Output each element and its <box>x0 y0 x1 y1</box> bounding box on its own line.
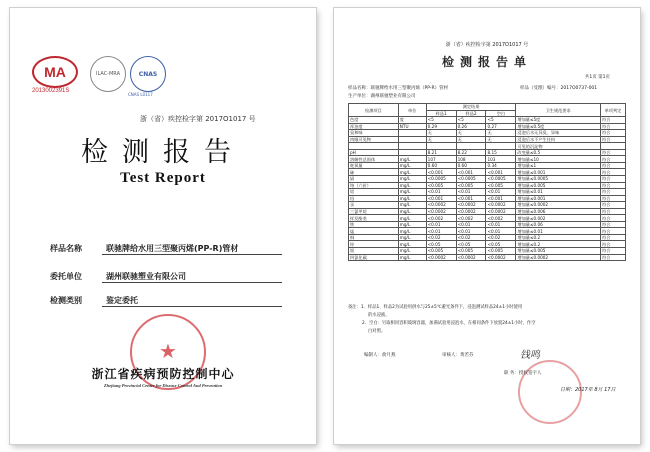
cell-sample1: <0.001 <box>426 169 456 176</box>
report-title: 检测报告单 <box>441 55 532 69</box>
header-sample1: 样品1 <box>426 110 456 117</box>
remarks <box>348 304 628 336</box>
client-label: 委托单位 <box>50 272 82 281</box>
ilac-mra-logo: ILAC-MRA <box>90 56 126 92</box>
cell-requirement: 增加量≤0.001 <box>516 195 601 202</box>
cell-sample1: <0.0002 <box>426 202 456 209</box>
cell-sample2: <0.01 <box>456 221 486 228</box>
cell-sample1: <0.005 <box>426 248 456 255</box>
cell-sample2: <0.01 <box>456 228 486 235</box>
remark-line: 备注：1．样品1、样品2为试验用供水与25±5℃避光条件下，浸泡测试样品24±1小时使用 <box>348 305 523 310</box>
cell-item: 汞 <box>349 202 399 209</box>
cell-sample1: <0.05 <box>426 241 456 248</box>
cell-requirement: 浸泡后水不产生任何 <box>516 136 601 143</box>
cell-item: 铜 <box>349 234 399 241</box>
cell-sample2: 8.22 <box>456 149 486 156</box>
cell-judgment: 符合 <box>601 169 626 176</box>
cell-sample1: <0.005 <box>426 182 456 189</box>
producer-value: 湖州联驰塑业有限公司 <box>370 94 416 99</box>
cell-sample2: <0.001 <box>456 169 486 176</box>
cover-title-en: Test Report <box>120 170 206 186</box>
cell-sample1: <0.0002 <box>426 208 456 215</box>
cell-judgment: 符合 <box>601 176 626 183</box>
header-requirement: 卫生规范要求 <box>516 104 601 117</box>
producer-label: 生产单位： <box>348 94 371 99</box>
remark-line: 的水浸液。 <box>368 313 390 318</box>
cell-judgment: 符合 <box>601 248 626 255</box>
cell-blank: <0.005 <box>486 182 516 189</box>
cover-title-cn: 检测报告 <box>81 137 245 168</box>
cell-blank: <0.0002 <box>486 254 516 261</box>
sample-name-value: 联驰牌给水用三型聚丙烯（PP-R）管材 <box>370 86 449 91</box>
cell-item: 挥发酚类 <box>349 215 399 222</box>
field-underline <box>102 282 282 283</box>
prepared-by: 编制人：俞月燕 <box>364 353 396 358</box>
cell-item: 臭和味 <box>349 130 399 137</box>
cell-judgment: 符合 <box>601 136 626 143</box>
sample-name-row <box>348 85 448 91</box>
cell-blank: <5 <box>486 117 516 124</box>
organization-name-en: Zhejiang Provincial Center for Disease Control And Prevention <box>103 383 223 388</box>
cell-sample1: <0.02 <box>426 234 456 241</box>
cell-sample1: <0.001 <box>426 195 456 202</box>
cell-blank: <0.02 <box>486 234 516 241</box>
cell-requirement: 增加量≤0.5度 <box>516 123 601 130</box>
cell-judgment: 符合 <box>601 241 626 248</box>
sample-name-label: 样品名称 <box>50 244 82 253</box>
header-sample2: 样品2 <box>456 110 486 117</box>
header-unit: 单位 <box>398 104 426 117</box>
cover-report-number: 浙（省）疾控检字第 2017O1017 号 <box>140 115 256 123</box>
cell-sample2: <0.005 <box>456 182 486 189</box>
cell-requirement: 增加量≤0.005 <box>516 248 601 255</box>
cell-blank: <0.01 <box>486 228 516 235</box>
cell-blank: <0.05 <box>486 241 516 248</box>
cell-unit: NTU <box>398 123 426 130</box>
cell-requirement: 可见的沉淀物 <box>516 143 601 150</box>
cell-judgment: 符合 <box>601 189 626 196</box>
cell-judgment: 符合 <box>601 221 626 228</box>
cell-unit: 度 <box>398 117 426 124</box>
cell-judgment: 符合 <box>601 182 626 189</box>
cell-judgment: 符合 <box>601 162 626 169</box>
cell-item: 锌 <box>349 241 399 248</box>
cell-sample2: <0.0002 <box>456 254 486 261</box>
cell-sample1: <0.002 <box>426 215 456 222</box>
cell-unit: mg/L <box>398 202 426 209</box>
cell-sample2: <0.05 <box>456 241 486 248</box>
cell-unit: mg/L <box>398 156 426 163</box>
cell-sample2: <0.01 <box>456 189 486 196</box>
cell-requirement: 增加量≤10 <box>516 156 601 163</box>
sample-number-value: 2017O0737-001 <box>560 86 598 91</box>
test-category-label: 检测类别 <box>50 296 82 305</box>
cell-sample2: 无 <box>456 130 486 137</box>
cell-judgment: 符合 <box>601 156 626 163</box>
cell-unit: mg/L <box>398 176 426 183</box>
cell-blank: <0.0002 <box>486 202 516 209</box>
client-value: 湖州联驰塑业有限公司 <box>106 272 186 281</box>
cell-blank: 103 <box>486 156 516 163</box>
cell-sample2: 0.60 <box>456 162 486 169</box>
cell-sample1: <0.0002 <box>426 254 456 261</box>
cell-blank: <0.01 <box>486 189 516 196</box>
cell-requirement: 增加量≤5度 <box>516 117 601 124</box>
cell-requirement: 增加量≤0.01 <box>516 189 601 196</box>
ma-number: 2013002391S <box>32 88 70 94</box>
cell-item: 肉眼可见物 <box>349 136 399 143</box>
cell-judgment: 符合 <box>601 228 626 235</box>
cell-sample2: <0.005 <box>456 248 486 255</box>
cell-sample1: <0.01 <box>426 189 456 196</box>
report-number: 浙（省）疾控检字第 2017O1017 号 <box>445 42 529 48</box>
sample-number-label: 样品（受理）编号： <box>520 86 561 91</box>
cell-blank: <0.001 <box>486 169 516 176</box>
cell-unit: mg/L <box>398 221 426 228</box>
cell-unit: mg/L <box>398 169 426 176</box>
cnas-caption: CNAS L0117 <box>128 92 153 97</box>
page-info: 共1页 第1页 <box>584 75 610 80</box>
cell-requirement: 增加量≤0.2 <box>516 241 601 248</box>
cell-requirement: 增加量≤0.0002 <box>516 202 601 209</box>
cell-sample1: <0.0005 <box>426 176 456 183</box>
cell-sample2: 0.26 <box>456 123 486 130</box>
cell-blank: <0.002 <box>486 215 516 222</box>
cell-item: 铬（六价） <box>349 182 399 189</box>
cell-judgment: 符合 <box>601 215 626 222</box>
cell-requirement: 增加量≤0.006 <box>516 208 601 215</box>
cell-judgment: 符合 <box>601 149 626 156</box>
cell-sample1: <0.01 <box>426 228 456 235</box>
cell-item: 锰 <box>349 228 399 235</box>
remark-line: 白对照。 <box>368 329 386 334</box>
cell-requirement: 增加量≤0.0002 <box>516 254 601 261</box>
cell-item: 三氯甲烷 <box>349 208 399 215</box>
cell-item: 砷 <box>349 169 399 176</box>
cell-item: 溶解性总固体 <box>349 156 399 163</box>
cell-blank: 0.34 <box>486 162 516 169</box>
cell-requirement: 增加量≤0.06 <box>516 221 601 228</box>
cell-sample2: <0.002 <box>456 215 486 222</box>
header-results-group: 测定结果 <box>426 104 516 111</box>
cell-unit: mg/L <box>398 162 426 169</box>
cell-unit: mg/L <box>398 182 426 189</box>
cell-sample2: <0.0002 <box>456 208 486 215</box>
header-blank: 空白 <box>486 110 516 117</box>
sample-name-label: 样品名称： <box>348 86 371 91</box>
cell-requirement: 改变量≤0.5 <box>516 149 601 156</box>
report-result-page <box>334 8 640 444</box>
cell-unit: mg/L <box>398 189 426 196</box>
cell-judgment: 符合 <box>601 195 626 202</box>
cell-requirement: 增加量≤0.001 <box>516 169 601 176</box>
test-category-value: 鉴定委托 <box>106 296 138 305</box>
cell-blank: 无 <box>486 130 516 137</box>
cell-blank: <0.01 <box>486 221 516 228</box>
cell-judgment: 符合 <box>601 123 626 130</box>
cell-sample2: <0.001 <box>456 195 486 202</box>
remark-line: 2．空白：另取相同容积玻璃容器，加满试验用浸泡水，在相同条件下放置24±1小时，作空 <box>362 321 536 326</box>
cell-item: 耗氧量 <box>349 162 399 169</box>
cell-judgment: 符合 <box>601 208 626 215</box>
cell-item: 四氯化碳 <box>349 254 399 261</box>
cell-item: 浑浊度 <box>349 123 399 130</box>
cell-item: pH <box>349 149 399 156</box>
cell-judgment: 符合 <box>601 202 626 209</box>
report-cover-page <box>10 8 316 444</box>
cell-judgment: 符合 <box>601 234 626 241</box>
cell-blank: 8.15 <box>486 149 516 156</box>
header-item: 检测项目 <box>349 104 399 117</box>
cell-requirement: 增加量≤0.005 <box>516 182 601 189</box>
cell-item: 铅 <box>349 195 399 202</box>
cell-sample1: <0.01 <box>426 221 456 228</box>
cell-requirement: 增加量≤0.2 <box>516 234 601 241</box>
cell-requirement: 增加量≤1 <box>516 162 601 169</box>
approver-signature: 钱鸣 <box>520 350 540 361</box>
cell-requirement: 增加量≤0.002 <box>516 215 601 222</box>
cell-sample2: <0.02 <box>456 234 486 241</box>
cell-sample1: 0.60 <box>426 162 456 169</box>
cell-sample1: 8.21 <box>426 149 456 156</box>
cell-item: 银 <box>349 248 399 255</box>
results-table-body <box>349 117 626 261</box>
seal-star-icon: ★ <box>159 339 177 363</box>
cell-sample1: 无 <box>426 136 456 143</box>
cell-sample1: <5 <box>426 117 456 124</box>
approver-role: 职 务：授权签字人 <box>504 371 542 376</box>
cell-unit: mg/L <box>398 234 426 241</box>
cell-unit: mg/L <box>398 228 426 235</box>
cell-blank: 无 <box>486 136 516 143</box>
cell-sample1: 0.29 <box>426 123 456 130</box>
table-row <box>349 254 626 261</box>
cell-unit: mg/L <box>398 208 426 215</box>
cell-sample2: 108 <box>456 156 486 163</box>
sample-name-value: 联驰牌给水用三型聚丙烯(PP-R)管材 <box>106 244 239 253</box>
cell-sample2: 无 <box>456 136 486 143</box>
cell-item: 铁 <box>349 221 399 228</box>
cell-item: 色度 <box>349 117 399 124</box>
cell-sample2: <5 <box>456 117 486 124</box>
cell-sample1: 无 <box>426 130 456 137</box>
cell-blank: 0.27 <box>486 123 516 130</box>
cell-requirement: 增加量≤0.01 <box>516 228 601 235</box>
cell-unit: mg/L <box>398 215 426 222</box>
cell-sample2: <0.0005 <box>456 176 486 183</box>
header-judgment: 单项判定 <box>601 104 626 117</box>
cell-requirement: 浸泡后水无异臭、异味 <box>516 130 601 137</box>
field-underline <box>102 254 282 255</box>
cell-judgment: 符合 <box>601 130 626 137</box>
cell-unit: mg/L <box>398 248 426 255</box>
ma-logo: MA <box>32 56 78 88</box>
cell-blank: <0.005 <box>486 248 516 255</box>
cell-item: 镉 <box>349 176 399 183</box>
cnas-logo: CNAS <box>130 56 166 92</box>
sample-number-row <box>520 85 597 91</box>
report-date: 日期：2017年 8月 17日 <box>560 387 616 393</box>
reviewed-by: 审核人：黄若芬 <box>442 353 474 358</box>
cell-unit: mg/L <box>398 241 426 248</box>
cell-blank: <0.001 <box>486 195 516 202</box>
cell-unit: mg/L <box>398 195 426 202</box>
cell-sample1: 107 <box>426 156 456 163</box>
cell-item: 铝 <box>349 189 399 196</box>
cell-blank: <0.0002 <box>486 208 516 215</box>
field-underline <box>102 306 282 307</box>
producer-row <box>348 93 416 99</box>
cell-requirement: 增加量≤0.0005 <box>516 176 601 183</box>
organization-name-cn: 浙江省疾病预防控制中心 <box>91 367 235 381</box>
cell-judgment: 符合 <box>601 254 626 261</box>
cell-blank: <0.0005 <box>486 176 516 183</box>
cell-judgment: 符合 <box>601 117 626 124</box>
accreditation-logos <box>32 52 182 100</box>
results-table <box>348 103 626 261</box>
cell-unit: mg/L <box>398 254 426 261</box>
cell-sample2: <0.0002 <box>456 202 486 209</box>
